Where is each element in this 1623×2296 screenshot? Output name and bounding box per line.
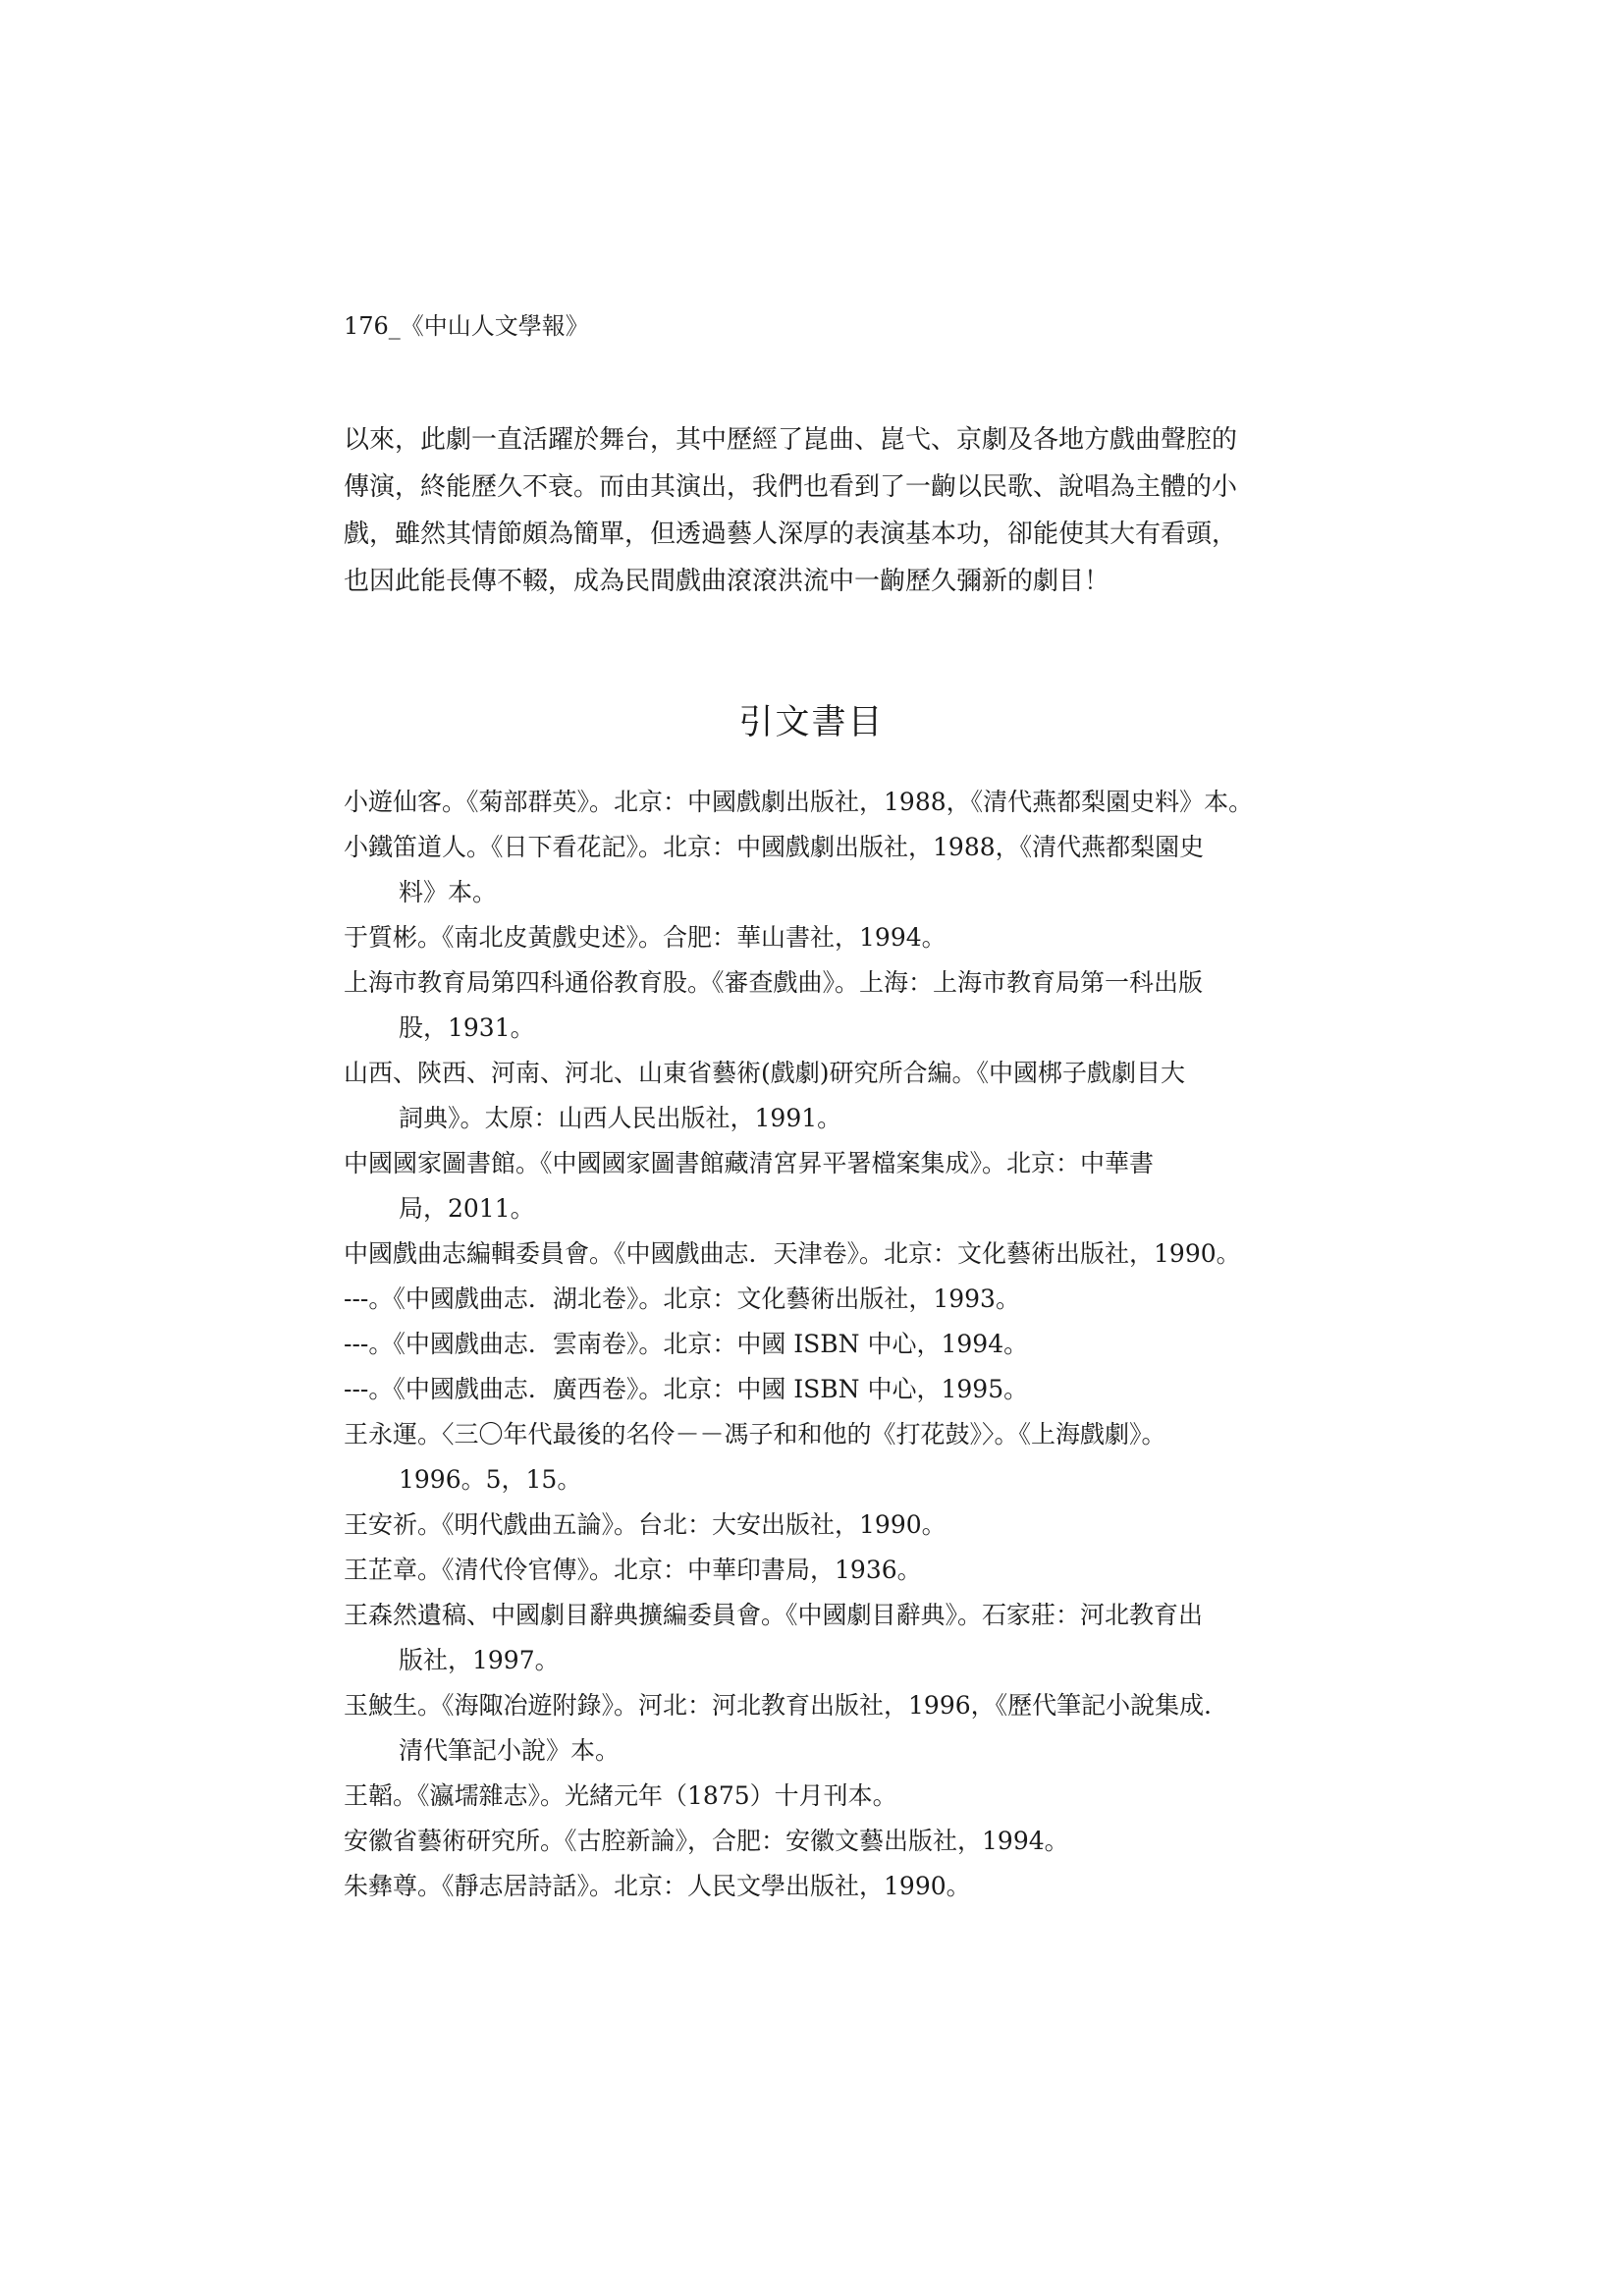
bibliography-entry-line: ---。《中國戲曲志．湖北卷》。北京：文化藝術出版社，1993。 — [344, 1285, 1020, 1313]
bibliography-entry — [344, 1141, 1296, 1231]
bibliography-entry-continuation: 料》本。 — [399, 878, 498, 906]
bibliography-list — [344, 780, 1296, 1909]
bibliography-entry — [344, 1548, 1296, 1593]
body-line: 戲，雖然其情節頗為簡單，但透過藝人深厚的表演基本功，卻能使其大有看頭， — [344, 519, 1238, 549]
bibliography-entry-continuation: 版社，1997。 — [399, 1646, 560, 1674]
bibliography-entry — [344, 1367, 1296, 1412]
bibliography-entry-line: 中國戲曲志編輯委員會。《中國戲曲志．天津卷》。北京：文化藝術出版社，1990。 — [344, 1239, 1241, 1268]
bibliography-entry-line: 王韜。《瀛壖雜志》。光緒元年（1875）十月刊本。 — [344, 1781, 897, 1810]
bibliography-entry — [344, 1774, 1296, 1819]
bibliography-entry — [344, 825, 1296, 915]
bibliography-entry — [344, 780, 1296, 825]
bibliography-entry-line: 王永運。〈三〇年代最後的名伶－－馮子和和他的《打花鼓》〉。《上海戲劇》。 — [344, 1420, 1166, 1449]
body-line: 傳演，終能歷久不衰。而由其演出，我們也看到了一齣以民歌、說唱為主體的小 — [344, 472, 1238, 502]
bibliography-entry — [344, 1412, 1296, 1503]
body-line: 也因此能長傳不輟，成為民間戲曲滾滾洪流中一齣歷久彌新的劇目！ — [344, 567, 1110, 596]
bibliography-entry-continuation: 1996。5，15。 — [399, 1465, 582, 1494]
bibliography-entry — [344, 1819, 1296, 1864]
bibliography-entry-line: 山西、陝西、河南、河北、山東省藝術(戲劇)研究所合編。《中國梆子戲劇目大 — [344, 1059, 1186, 1087]
body-line: 以來，此劇一直活躍於舞台，其中歷經了崑曲、崑弋、京劇及各地方戲曲聲腔的 — [344, 425, 1238, 455]
bibliography-entry-line: 上海市教育局第四科通俗教育股。《審查戲曲》。上海：上海市教育局第一科出版 — [344, 968, 1204, 997]
section-title: 引文書目 — [738, 703, 885, 742]
running-head: 176_《中山人文學報》 — [344, 312, 589, 340]
bibliography-entry — [344, 1277, 1296, 1322]
bibliography-entry-line: ---。《中國戲曲志．雲南卷》。北京：中國 ISBN 中心，1994。 — [344, 1330, 1029, 1358]
bibliography-entry-continuation: 詞典》。太原：山西人民出版社，1991。 — [399, 1104, 842, 1132]
bibliography-entry-line: 安徽省藝術研究所。《古腔新論》，合肥：安徽文藝出版社，1994。 — [344, 1827, 1069, 1855]
bibliography-entry — [344, 960, 1296, 1051]
bibliography-entry-line: 中國國家圖書館。《中國國家圖書館藏清宮昇平署檔案集成》。北京：中華書 — [344, 1149, 1155, 1177]
bibliography-entry-continuation: 股，1931。 — [399, 1013, 535, 1042]
bibliography-entry — [344, 1051, 1296, 1141]
bibliography-entry-line: ---。《中國戲曲志．廣西卷》。北京：中國 ISBN 中心，1995。 — [344, 1375, 1029, 1403]
bibliography-entry — [344, 1593, 1296, 1683]
bibliography-entry — [344, 1864, 1296, 1909]
bibliography-entry-continuation: 清代筆記小說》本。 — [399, 1736, 621, 1765]
bibliography-entry-line: 朱彝尊。《靜志居詩話》。北京：人民文學出版社，1990。 — [344, 1872, 971, 1900]
bibliography-entry-line: 小遊仙客。《菊部群英》。北京：中國戲劇出版社，1988，《清代燕都梨園史料》本。 — [344, 788, 1254, 816]
bibliography-entry — [344, 1503, 1296, 1548]
bibliography-entry-line: 小鐵笛道人。《日下看花記》。北京：中國戲劇出版社，1988，《清代燕都梨園史 — [344, 833, 1205, 861]
bibliography-entry-line: 玉鮍生。《海陬冶遊附錄》。河北：河北教育出版社，1996，《歷代筆記小說集成． — [344, 1691, 1229, 1720]
bibliography-entry-line: 王芷章。《清代伶官傳》。北京：中華印書局，1936。 — [344, 1556, 922, 1584]
body-paragraph — [344, 416, 1296, 605]
bibliography-entry-line: 于質彬。《南北皮黃戲史述》。合肥：華山書社，1994。 — [344, 923, 947, 952]
bibliography-entry — [344, 1322, 1296, 1367]
bibliography-entry-continuation: 局，2011。 — [399, 1194, 535, 1223]
bibliography-entry-line: 王森然遺稿、中國劇目辭典擴編委員會。《中國劇目辭典》。石家莊：河北教育出 — [344, 1601, 1204, 1629]
bibliography-entry — [344, 915, 1296, 960]
bibliography-entry — [344, 1683, 1296, 1774]
bibliography-entry-line: 王安祈。《明代戲曲五論》。台北：大安出版社，1990。 — [344, 1510, 947, 1539]
bibliography-entry — [344, 1231, 1296, 1277]
